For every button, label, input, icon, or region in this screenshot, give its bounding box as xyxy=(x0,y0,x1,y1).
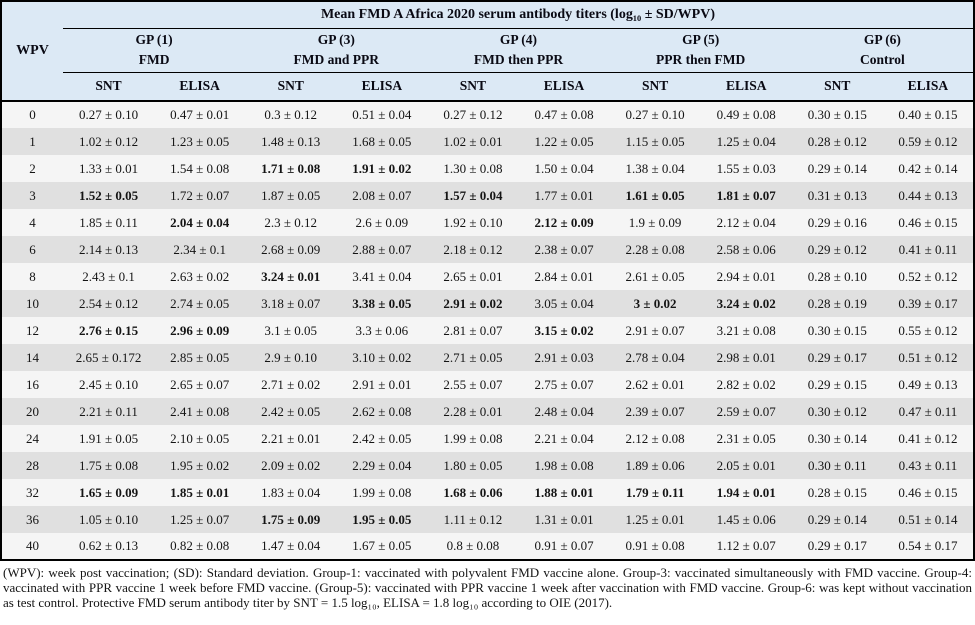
titer-value-cell: 0.54 ± 0.17 xyxy=(898,538,958,553)
assay-subheader: SNT xyxy=(63,72,154,101)
titer-value-cell: 2.91 ± 0.07 xyxy=(625,322,685,338)
table-row xyxy=(1,236,974,263)
titer-value-cell: 1.25 ± 0.07 xyxy=(170,511,230,527)
group-sublabel: FMD and PPR xyxy=(293,52,380,67)
titer-value-cell: 1.83 ± 0.04 xyxy=(261,484,321,500)
titer-value-cell: 0.47 ± 0.11 xyxy=(898,403,958,419)
group-sublabel: FMD xyxy=(138,52,170,67)
titer-value-cell: 2.63 ± 0.02 xyxy=(170,268,230,284)
titer-value-cell: 1.77 ± 0.01 xyxy=(534,187,594,203)
titer-value-cell: 1.02 ± 0.01 xyxy=(443,133,503,149)
titer-value-cell: 0.43 ± 0.11 xyxy=(898,457,958,473)
titer-value-cell: 0.39 ± 0.17 xyxy=(898,295,958,311)
titer-value-cell: 1.72 ± 0.07 xyxy=(170,187,230,203)
titer-value-cell: 0.62 ± 0.13 xyxy=(78,538,139,553)
titer-value-cell: 2.88 ± 0.07 xyxy=(352,241,412,257)
titer-value-cell: 1.22 ± 0.05 xyxy=(534,133,594,149)
titer-value-cell: 3.18 ± 0.07 xyxy=(261,295,321,311)
titer-value-cell: 1.71 ± 0.08 xyxy=(261,160,321,176)
table-header xyxy=(1,1,974,101)
titer-value-cell: 0.29 ± 0.14 xyxy=(807,160,867,176)
titer-value-cell: 2.62 ± 0.01 xyxy=(625,376,685,392)
table-footnote: (WPV): week post vaccination; (SD): Standard deviation. Group-1: vaccinated with polyvalent FMD vaccine alone. Group-3: vaccinated simultaneously with FMD vaccine. Group-4: vaccinated with PPR vaccine 1 week before FMD vaccine. (Group-5): vaccinated with PPR vaccine 1 week after vaccination with FMD vaccine. Group-6: was kept without vaccination as test control. Protective FMD serum antibody titer by SNT = 1.5 log₁₀, ELISA = 1.8 log₁₀ according to OIE (2017). xyxy=(3,565,972,611)
titer-value-cell: 2.76 ± 0.15 xyxy=(78,322,139,338)
titer-value-cell: 2.09 ± 0.02 xyxy=(261,457,321,473)
titer-value-cell: 2.91 ± 0.03 xyxy=(534,349,594,365)
titer-value-cell: 1.30 ± 0.08 xyxy=(443,160,503,176)
titer-value-cell: 1.12 ± 0.07 xyxy=(716,538,776,553)
titer-value-cell: 3 ± 0.02 xyxy=(633,295,677,311)
assay-subheader: SNT xyxy=(245,72,336,101)
titer-value-cell: 3.3 ± 0.06 xyxy=(355,322,409,338)
wpv-cell: 40 xyxy=(26,538,39,553)
titer-value-cell: 2.91 ± 0.01 xyxy=(352,376,412,392)
titer-value-cell: 0.47 ± 0.08 xyxy=(534,107,594,122)
wpv-cell: 0 xyxy=(29,107,36,122)
titer-value-cell: 1.05 ± 0.10 xyxy=(78,511,139,527)
table-row xyxy=(1,155,974,182)
titer-value-cell: 1.85 ± 0.11 xyxy=(79,214,138,230)
wpv-cell: 3 xyxy=(29,187,36,203)
titer-value-cell: 2.43 ± 0.1 xyxy=(82,268,135,284)
wpv-cell: 6 xyxy=(29,241,36,257)
titer-value-cell: 2.41 ± 0.08 xyxy=(170,403,230,419)
titer-value-cell: 2.98 ± 0.01 xyxy=(716,349,776,365)
assay-subheader: ELISA xyxy=(883,72,974,101)
titer-value-cell: 1.9 ± 0.09 xyxy=(628,214,682,230)
titer-value-cell: 1.25 ± 0.01 xyxy=(625,511,685,527)
titer-value-cell: 2.9 ± 0.10 xyxy=(264,349,318,365)
titer-value-cell: 2.3 ± 0.12 xyxy=(264,214,318,230)
titer-value-cell: 0.29 ± 0.15 xyxy=(807,376,867,392)
titer-value-cell: 0.40 ± 0.15 xyxy=(898,107,958,122)
table-row xyxy=(1,398,974,425)
table-row xyxy=(1,533,974,560)
wpv-cell: 32 xyxy=(26,484,39,500)
titer-value-cell: 1.92 ± 0.10 xyxy=(443,214,503,230)
titer-value-cell: 2.62 ± 0.08 xyxy=(352,403,412,419)
group-sublabel: Control xyxy=(859,52,905,67)
titer-value-cell: 0.30 ± 0.15 xyxy=(807,322,867,338)
group-header-row xyxy=(1,28,974,72)
titer-value-cell: 0.29 ± 0.12 xyxy=(807,241,867,257)
titer-value-cell: 2.28 ± 0.01 xyxy=(443,403,503,419)
titer-value-cell: 1.52 ± 0.05 xyxy=(78,187,139,203)
titer-value-cell: 1.91 ± 0.02 xyxy=(352,160,412,176)
titer-value-cell: 1.89 ± 0.06 xyxy=(625,457,685,473)
titer-value-cell: 0.42 ± 0.14 xyxy=(898,160,958,176)
titer-value-cell: 0.31 ± 0.13 xyxy=(807,187,867,203)
titer-value-cell: 2.94 ± 0.01 xyxy=(716,268,776,284)
titer-value-cell: 0.51 ± 0.14 xyxy=(898,511,958,527)
titer-value-cell: 2.28 ± 0.08 xyxy=(625,241,685,257)
wpv-cell: 36 xyxy=(26,511,39,527)
titer-value-cell: 0.44 ± 0.13 xyxy=(898,187,958,203)
wpv-cell: 1 xyxy=(29,133,36,149)
assay-subheader: ELISA xyxy=(701,72,792,101)
titer-value-cell: 0.46 ± 0.15 xyxy=(898,484,958,500)
table-row xyxy=(1,506,974,533)
table-row xyxy=(1,263,974,290)
titer-value-cell: 0.91 ± 0.08 xyxy=(625,538,685,553)
table-row xyxy=(1,182,974,209)
titer-value-cell: 2.68 ± 0.09 xyxy=(261,241,321,257)
titer-value-cell: 1.95 ± 0.05 xyxy=(352,511,412,527)
titer-value-cell: 0.30 ± 0.11 xyxy=(807,457,867,473)
titer-value-cell: 1.65 ± 0.09 xyxy=(78,484,139,500)
titer-value-cell: 0.49 ± 0.08 xyxy=(716,107,776,122)
table-row xyxy=(1,344,974,371)
group-label: GP (6) xyxy=(863,31,901,47)
titer-value-cell: 0.27 ± 0.12 xyxy=(443,107,503,122)
table-row xyxy=(1,128,974,155)
assay-subheader: SNT xyxy=(792,72,883,101)
table-row xyxy=(1,290,974,317)
titer-value-cell: 2.39 ± 0.07 xyxy=(625,403,685,419)
titer-value-cell: 2.18 ± 0.12 xyxy=(443,241,503,257)
titer-value-cell: 3.21 ± 0.08 xyxy=(716,322,776,338)
table-row xyxy=(1,371,974,398)
group-header-gp4 xyxy=(427,28,609,72)
titer-value-cell: 0.28 ± 0.12 xyxy=(807,133,867,149)
titer-value-cell: 0.41 ± 0.11 xyxy=(898,241,958,257)
titer-value-cell: 2.12 ± 0.08 xyxy=(625,430,685,446)
titer-value-cell: 1.57 ± 0.04 xyxy=(443,187,503,203)
titer-value-cell: 2.12 ± 0.04 xyxy=(716,214,776,230)
titer-value-cell: 0.49 ± 0.13 xyxy=(898,376,958,392)
titer-value-cell: 0.91 ± 0.07 xyxy=(534,538,594,553)
titer-value-cell: 2.75 ± 0.07 xyxy=(534,376,594,392)
titer-value-cell: 0.30 ± 0.15 xyxy=(807,107,867,122)
titer-value-cell: 1.68 ± 0.05 xyxy=(352,133,412,149)
title-row xyxy=(1,1,974,28)
titer-value-cell: 2.59 ± 0.07 xyxy=(716,403,776,419)
group-header-gp3 xyxy=(245,28,427,72)
titer-value-cell: 1.61 ± 0.05 xyxy=(625,187,685,203)
titer-value-cell: 1.11 ± 0.12 xyxy=(443,511,503,527)
titer-value-cell: 2.45 ± 0.10 xyxy=(78,376,139,392)
titer-value-cell: 1.91 ± 0.05 xyxy=(78,430,139,446)
titer-value-cell: 3.15 ± 0.02 xyxy=(534,322,594,338)
table-row xyxy=(1,101,974,128)
titer-value-cell: 2.14 ± 0.13 xyxy=(78,241,139,257)
titer-value-cell: 1.99 ± 0.08 xyxy=(352,484,412,500)
titer-value-cell: 0.3 ± 0.12 xyxy=(264,107,318,122)
wpv-cell: 16 xyxy=(26,376,39,392)
assay-subheader: ELISA xyxy=(154,72,245,101)
titer-value-cell: 0.51 ± 0.04 xyxy=(352,107,412,122)
group-label: GP (1) xyxy=(135,31,173,47)
titer-value-cell: 3.24 ± 0.02 xyxy=(716,295,776,311)
wpv-cell: 24 xyxy=(26,430,39,446)
assay-subheader-row xyxy=(1,72,974,101)
titer-value-cell: 2.48 ± 0.04 xyxy=(534,403,594,419)
titer-value-cell: 1.88 ± 0.01 xyxy=(534,484,594,500)
titer-value-cell: 0.82 ± 0.08 xyxy=(170,538,230,553)
titer-value-cell: 0.28 ± 0.15 xyxy=(807,484,867,500)
titer-value-cell: 2.38 ± 0.07 xyxy=(534,241,594,257)
titer-value-cell: 2.58 ± 0.06 xyxy=(716,241,776,257)
table-row xyxy=(1,452,974,479)
titer-value-cell: 2.65 ± 0.07 xyxy=(170,376,230,392)
titer-value-cell: 1.67 ± 0.05 xyxy=(352,538,412,553)
assay-subheader: SNT xyxy=(427,72,518,101)
group-sublabel: FMD then PPR xyxy=(473,52,564,67)
titer-value-cell: 0.27 ± 0.10 xyxy=(78,107,139,122)
titer-value-cell: 1.38 ± 0.04 xyxy=(625,160,685,176)
titer-value-cell: 2.42 ± 0.05 xyxy=(261,403,321,419)
table-row xyxy=(1,479,974,506)
titer-value-cell: 0.30 ± 0.14 xyxy=(807,430,867,446)
group-label: GP (4) xyxy=(499,31,538,47)
titer-value-cell: 2.42 ± 0.05 xyxy=(352,430,412,446)
titer-value-cell: 1.02 ± 0.12 xyxy=(78,133,139,149)
table-row xyxy=(1,317,974,344)
titer-value-cell: 2.71 ± 0.02 xyxy=(261,376,321,392)
titer-value-cell: 2.12 ± 0.09 xyxy=(534,214,594,230)
titer-value-cell: 3.05 ± 0.04 xyxy=(534,295,594,311)
table-row xyxy=(1,209,974,236)
titer-value-cell: 0.30 ± 0.12 xyxy=(807,403,867,419)
titer-value-cell: 3.38 ± 0.05 xyxy=(352,295,412,311)
titer-value-cell: 2.84 ± 0.01 xyxy=(534,268,594,284)
wpv-cell: 28 xyxy=(26,457,39,473)
titer-value-cell: 3.1 ± 0.05 xyxy=(264,322,318,338)
titer-value-cell: 2.05 ± 0.01 xyxy=(716,457,776,473)
titer-value-cell: 1.45 ± 0.06 xyxy=(716,511,776,527)
titer-value-cell: 1.94 ± 0.01 xyxy=(716,484,776,500)
titer-value-cell: 2.21 ± 0.11 xyxy=(79,403,138,419)
wpv-cell: 8 xyxy=(29,268,36,284)
titer-value-cell: 1.75 ± 0.08 xyxy=(78,457,139,473)
titer-value-cell: 2.08 ± 0.07 xyxy=(352,187,412,203)
group-header-gp5 xyxy=(610,28,792,72)
titer-value-cell: 2.55 ± 0.07 xyxy=(443,376,503,392)
titer-value-cell: 2.71 ± 0.05 xyxy=(443,349,503,365)
titer-value-cell: 1.47 ± 0.04 xyxy=(261,538,321,553)
wpv-column-header: WPV xyxy=(1,1,63,101)
titer-value-cell: 0.41 ± 0.12 xyxy=(898,430,958,446)
assay-subheader: ELISA xyxy=(336,72,427,101)
titer-value-cell: 2.54 ± 0.12 xyxy=(78,295,139,311)
titer-value-cell: 0.29 ± 0.14 xyxy=(807,511,867,527)
titer-value-cell: 2.31 ± 0.05 xyxy=(716,430,776,446)
titer-value-cell: 1.95 ± 0.02 xyxy=(170,457,230,473)
titer-value-cell: 0.29 ± 0.17 xyxy=(807,538,867,553)
titer-value-cell: 1.33 ± 0.01 xyxy=(78,160,139,176)
titer-value-cell: 0.47 ± 0.01 xyxy=(170,107,230,122)
titer-value-cell: 2.85 ± 0.05 xyxy=(170,349,230,365)
titer-value-cell: 0.59 ± 0.12 xyxy=(898,133,958,149)
group-label: GP (5) xyxy=(682,31,720,47)
titer-value-cell: 0.27 ± 0.10 xyxy=(625,107,685,122)
table-title: Mean FMD A Africa 2020 serum antibody titers (log₁₀ ± SD/WPV) xyxy=(63,1,974,28)
titer-value-cell: 3.24 ± 0.01 xyxy=(261,268,321,284)
titer-value-cell: 3.41 ± 0.04 xyxy=(352,268,412,284)
titer-value-cell: 1.75 ± 0.09 xyxy=(261,511,321,527)
titer-value-cell: 2.82 ± 0.02 xyxy=(716,376,776,392)
titer-value-cell: 1.23 ± 0.05 xyxy=(170,133,230,149)
titer-value-cell: 2.61 ± 0.05 xyxy=(625,268,685,284)
titer-value-cell: 2.74 ± 0.05 xyxy=(170,295,230,311)
titer-value-cell: 1.48 ± 0.13 xyxy=(261,133,321,149)
titer-value-cell: 1.79 ± 0.11 xyxy=(625,484,685,500)
group-header-gp6 xyxy=(792,28,974,72)
group-header-gp1 xyxy=(63,28,245,72)
titer-value-cell: 1.87 ± 0.05 xyxy=(261,187,321,203)
titer-value-cell: 2.65 ± 0.01 xyxy=(443,268,503,284)
titer-value-cell: 1.55 ± 0.03 xyxy=(716,160,776,176)
titer-value-cell: 2.21 ± 0.04 xyxy=(534,430,594,446)
wpv-cell: 20 xyxy=(26,403,39,419)
titer-value-cell: 1.85 ± 0.01 xyxy=(170,484,230,500)
titer-value-cell: 0.29 ± 0.17 xyxy=(807,349,867,365)
titer-value-cell: 2.21 ± 0.01 xyxy=(261,430,321,446)
titer-value-cell: 1.15 ± 0.05 xyxy=(625,133,685,149)
titer-value-cell: 2.91 ± 0.02 xyxy=(443,295,503,311)
wpv-cell: 12 xyxy=(26,322,39,338)
titer-value-cell: 2.65 ± 0.172 xyxy=(75,349,142,365)
titer-value-cell: 1.68 ± 0.06 xyxy=(443,484,503,500)
titer-value-cell: 1.31 ± 0.01 xyxy=(534,511,594,527)
titer-value-cell: 0.8 ± 0.08 xyxy=(446,538,500,553)
titer-value-cell: 2.78 ± 0.04 xyxy=(625,349,685,365)
titer-value-cell: 0.28 ± 0.19 xyxy=(807,295,867,311)
titer-value-cell: 1.98 ± 0.08 xyxy=(534,457,594,473)
group-sublabel: PPR then FMD xyxy=(656,52,746,67)
wpv-cell: 14 xyxy=(26,349,39,365)
titer-value-cell: 1.54 ± 0.08 xyxy=(170,160,230,176)
table-row xyxy=(1,425,974,452)
titer-value-cell: 2.96 ± 0.09 xyxy=(170,322,230,338)
titer-value-cell: 3.10 ± 0.02 xyxy=(352,349,412,365)
titer-value-cell: 2.81 ± 0.07 xyxy=(443,322,503,338)
titer-value-cell: 0.46 ± 0.15 xyxy=(898,214,958,230)
titer-value-cell: 2.6 ± 0.09 xyxy=(355,214,409,230)
titer-value-cell: 1.81 ± 0.07 xyxy=(716,187,776,203)
titer-value-cell: 1.25 ± 0.04 xyxy=(716,133,776,149)
wpv-cell: 2 xyxy=(29,160,36,176)
titer-value-cell: 0.52 ± 0.12 xyxy=(898,268,958,284)
titer-value-cell: 0.51 ± 0.12 xyxy=(898,349,958,365)
titer-value-cell: 2.04 ± 0.04 xyxy=(170,214,230,230)
titer-value-cell: 0.55 ± 0.12 xyxy=(898,322,958,338)
titer-value-cell: 2.34 ± 0.1 xyxy=(173,241,226,257)
assay-subheader: ELISA xyxy=(518,72,609,101)
assay-subheader: SNT xyxy=(610,72,701,101)
titer-value-cell: 1.50 ± 0.04 xyxy=(534,160,594,176)
titer-value-cell: 1.99 ± 0.08 xyxy=(443,430,503,446)
titer-value-cell: 0.29 ± 0.16 xyxy=(807,214,867,230)
group-label: GP (3) xyxy=(317,31,355,47)
wpv-cell: 10 xyxy=(26,295,39,311)
titer-value-cell: 1.80 ± 0.05 xyxy=(443,457,503,473)
table-body xyxy=(1,101,974,560)
wpv-cell: 4 xyxy=(29,214,36,230)
titer-value-cell: 2.29 ± 0.04 xyxy=(352,457,412,473)
titer-value-cell: 2.10 ± 0.05 xyxy=(170,430,230,446)
titer-value-cell: 0.28 ± 0.10 xyxy=(807,268,867,284)
